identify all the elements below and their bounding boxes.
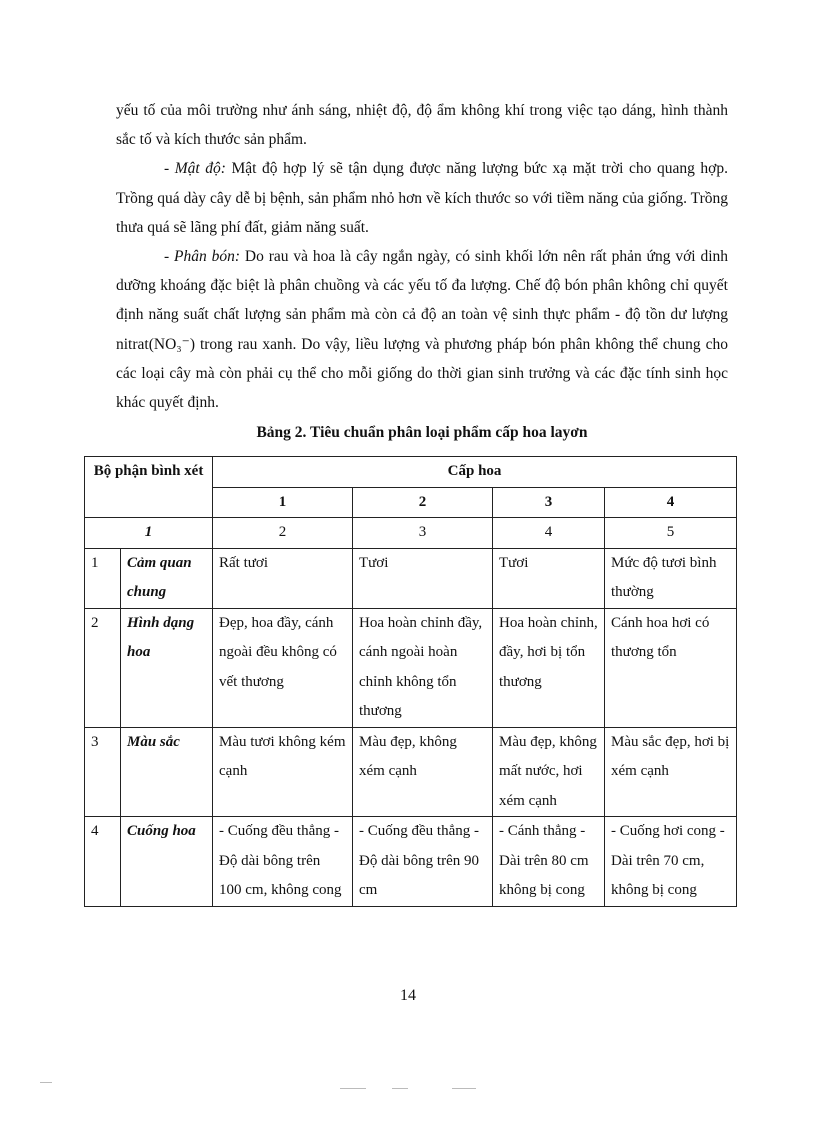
density-body: Mật độ hợp lý sẽ tận dụng được năng lượng bức xạ mặt trời cho quang hợp. Trồng quá dày cây dễ bị bệnh, sản phẩm nhỏ hơn về kích thước so với tiềm năng của giống. Trồng thưa quá sẽ lãng phí đất, giảm năng suất. bbox=[116, 160, 728, 236]
column-number-row bbox=[85, 518, 737, 549]
scan-artifact bbox=[340, 1088, 366, 1089]
cell-grade-3: Tươi bbox=[493, 548, 605, 608]
cell-grade-4: Cánh hoa hơi có thương tổn bbox=[605, 608, 737, 727]
col-num-3: 3 bbox=[353, 518, 493, 549]
table-row bbox=[85, 817, 737, 907]
row-criterion: Cảm quan chung bbox=[121, 548, 213, 608]
cell-grade-2: - Cuống đều thẳng - Độ dài bông trên 90 cm bbox=[353, 817, 493, 907]
paragraph-fertilizer bbox=[116, 242, 728, 417]
row-number: 3 bbox=[85, 727, 121, 817]
col-num-4: 4 bbox=[493, 518, 605, 549]
grade-2: 2 bbox=[353, 487, 493, 518]
scan-artifact bbox=[392, 1088, 408, 1089]
cell-grade-3: Hoa hoàn chỉnh, đầy, hơi bị tổn thương bbox=[493, 608, 605, 727]
grade-3: 3 bbox=[493, 487, 605, 518]
cell-grade-1: Màu tươi không kém cạnh bbox=[213, 727, 353, 817]
cell-grade-4: Màu sắc đẹp, hơi bị xém cạnh bbox=[605, 727, 737, 817]
row-criterion: Hình dạng hoa bbox=[121, 608, 213, 727]
scan-artifact bbox=[452, 1088, 476, 1089]
grade-4: 4 bbox=[605, 487, 737, 518]
scan-artifact bbox=[40, 1082, 52, 1083]
cell-grade-4: Mức độ tươi bình thường bbox=[605, 548, 737, 608]
paragraph-density bbox=[116, 154, 728, 242]
table-row bbox=[85, 608, 737, 727]
cell-grade-3: - Cánh thẳng - Dài trên 80 cm không bị cong bbox=[493, 817, 605, 907]
header-grade: Cấp hoa bbox=[213, 457, 737, 488]
cell-grade-2: Tươi bbox=[353, 548, 493, 608]
table-caption: Bảng 2. Tiêu chuẩn phân loại phẩm cấp hoa layơn bbox=[256, 424, 588, 441]
table-row bbox=[85, 727, 737, 817]
row-criterion: Cuống hoa bbox=[121, 817, 213, 907]
cell-grade-4: - Cuống hơi cong - Dài trên 70 cm, không bị cong bbox=[605, 817, 737, 907]
cell-grade-1: Rất tươi bbox=[213, 548, 353, 608]
table-row bbox=[85, 548, 737, 608]
row-number: 2 bbox=[85, 608, 121, 727]
col-num-2: 2 bbox=[213, 518, 353, 549]
grade-1: 1 bbox=[213, 487, 353, 518]
cell-grade-2: Hoa hoàn chỉnh đầy, cánh ngoài hoàn chỉnh không tổn thương bbox=[353, 608, 493, 727]
cell-grade-1: - Cuống đều thẳng - Độ dài bông trên 100 cm, không cong bbox=[213, 817, 353, 907]
table-header-row-1 bbox=[85, 457, 737, 488]
row-number: 4 bbox=[85, 817, 121, 907]
grading-table bbox=[84, 456, 737, 907]
fertilizer-lead: - Phân bón: bbox=[164, 248, 241, 266]
page-number: 14 bbox=[400, 987, 416, 1004]
cell-grade-3: Màu đẹp, không mất nước, hơi xém cạnh bbox=[493, 727, 605, 817]
cell-grade-1: Đẹp, hoa đầy, cánh ngoài đều không có vết thương bbox=[213, 608, 353, 727]
cell-grade-2: Màu đẹp, không xém cạnh bbox=[353, 727, 493, 817]
fertilizer-body: Do rau và hoa là cây ngắn ngày, có sinh khối lớn nên rất phản ứng với dinh dưỡng khoáng đặc biệt là phân chuồng và các yếu tố đa lượng. Chế độ bón phân không chỉ quyết định năng suất chất lượng sản phẩm mà còn cả độ an toàn vệ sinh thực phẩm - độ tồn dư lượng nitrat(NO₃⁻) trong rau xanh. Do vậy, liều lượng và phương pháp bón phân không thể chung cho các loại cây mà còn phải cụ thể cho mỗi giống do thời gian sinh trưởng và các đặc tính sinh học khác quyết định. bbox=[116, 248, 728, 412]
density-lead: - Mật độ: bbox=[164, 160, 226, 178]
paragraph-1: yếu tố của môi trường như ánh sáng, nhiệt độ, độ ẩm không khí trong việc tạo dáng, hình thành sắc tố và kích thước sản phẩm. bbox=[116, 102, 728, 149]
body-text bbox=[116, 96, 728, 417]
col-num-1: 1 bbox=[85, 518, 213, 549]
col-num-5: 5 bbox=[605, 518, 737, 549]
header-part: Bộ phận bình xét bbox=[85, 457, 213, 518]
row-criterion: Màu sắc bbox=[121, 727, 213, 817]
row-number: 1 bbox=[85, 548, 121, 608]
